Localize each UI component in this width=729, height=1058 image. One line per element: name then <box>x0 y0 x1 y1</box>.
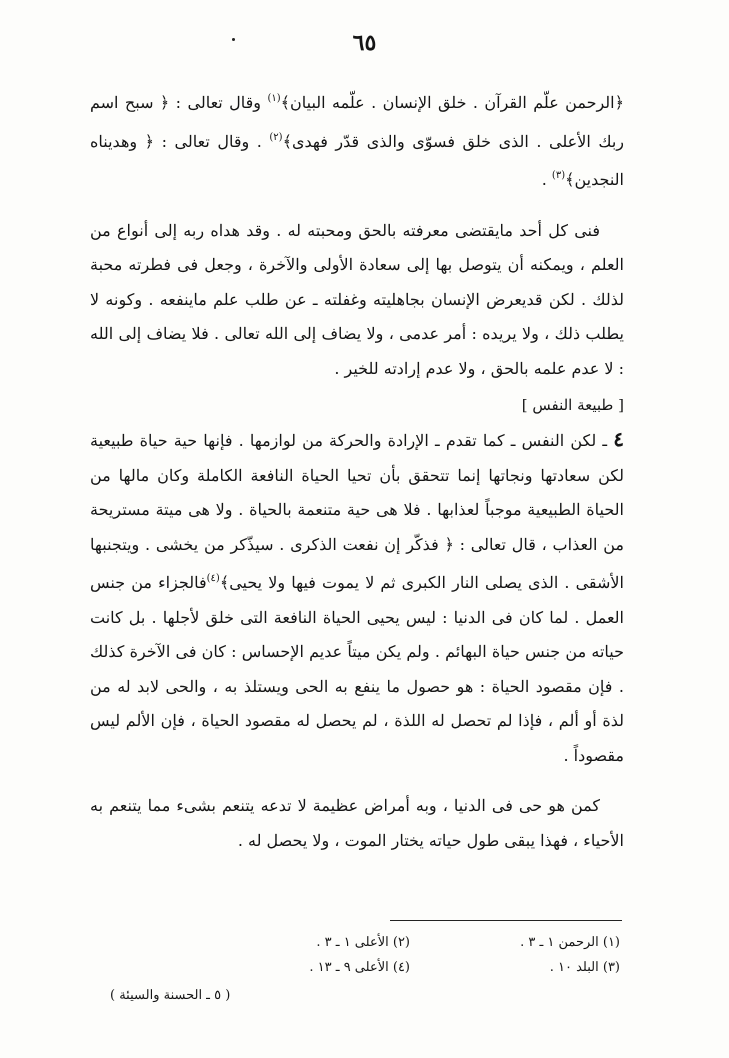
paragraph-nature-of-soul <box>90 422 624 773</box>
footnote-marker: (٢) <box>269 131 283 143</box>
footnote-divider <box>390 920 622 921</box>
footnote-marker: (٤) <box>206 573 220 584</box>
footnote-marker: (١) <box>267 93 281 104</box>
paragraph-quranic-verses <box>90 82 624 198</box>
paragraph-example: كمن هو حى فى الدنيا ، وبه أمراض عظيمة لا تدعه يتنعم بشىء مما يتنعم به الأحياء ، فهذا يبقى طول حياته يختار الموت ، ولا يحصل له . <box>90 796 624 850</box>
section-heading: [ طبيعة النفس ] <box>521 396 624 414</box>
verse-text: . <box>541 170 552 189</box>
section-text: ـ لكن النفس ـ كما تقدم ـ الإرادة والحركة من لوازمها . فإنها حية حياة طبيعية لكن سعادتها ونجاتها إنما تتحقق بأن تحيا الحياة النافعة الكاملة وكان مالها من الحياة الطبيعية موجباً لعذابها . فلا هى حية متنعمة بالحياة . ولا هى ميتة مستريحة من العذاب ، قال تعالى : ﴿ فذكّر إن نفعت الذكرى . سيذّكر من يخشى . ويتجنبها الأشقى . الذى يصلى النار الكبرى ثم لا يموت فيها ولا يحيى﴾ <box>90 431 624 592</box>
footnotes <box>200 930 620 980</box>
signature-mark: ( ٥ ـ الحسنة والسيئة ) <box>110 988 231 1003</box>
verse-text: وقال تعالى : ﴿ سبح اسم ربك الأعلى . الذى خلق فسوّى والذى قدّر فهدى﴾ <box>90 93 624 151</box>
body-text <box>90 82 624 858</box>
paragraph-knowledge: فنى كل أحد مايقتضى معرفته بالحق ومحبته له . وقد هداه ربه إلى أنواع من العلم ، ويمكنه أن يتوصل بها إلى سعادة الأولى والآخرة ، وجعل فى فطرته محبة لذلك . لكن قديعرض الإنسان بجاهليته وغفلته ـ عن طلب علم ماينفعه . وكونه لا يطلب ذلك ، ولا يريده : أمر عدمى ، ولا يضاف إلى الله تعالى . فلا يضاف إلى الله : لا عدم علمه بالحق ، ولا عدم إرادته للخير . <box>90 220 624 378</box>
footnote-2: (٢) الأعلى ١ ـ ٣ . <box>316 935 410 950</box>
footnote-marker: (٣) <box>551 170 566 181</box>
ink-speck <box>232 38 235 41</box>
verse-text: ﴿الرحمن علّم القرآن . خلق الإنسان . علّمه البيان﴾ <box>280 93 624 112</box>
verse-text: . وقال تعالى : ﴿ وهديناه النجدين﴾ <box>90 131 624 189</box>
footnote-3: (٣) البلد ١٠ . <box>549 960 620 975</box>
page-number: ٦٥ <box>352 30 377 56</box>
section-number: ٤ <box>613 427 624 451</box>
footnote-4: (٤) الأعلى ٩ ـ ١٣ . <box>309 960 410 975</box>
footnote-1: (١) الرحمن ١ ـ ٣ . <box>520 935 620 950</box>
section-text-continued: فالجزاء من جنس العمل . لما كان فى الدنيا : ليس يحيى الحياة النافعة التى خلق لأجلها . بل كانت حياته من جنس حياة البهائم . ولم يكن ميتاً عديم الإحساس : كان فى الآخرة كذلك . فإن مقصود الحياة : هو حصول ما ينفع به الحى ويستلذ به ، والحى لابد له من لذة أو ألم ، فإذا لم تحصل له اللذة ، لم يحصل له مقصود الحياة ، فإن الألم ليس مقصوداً . <box>90 573 624 765</box>
